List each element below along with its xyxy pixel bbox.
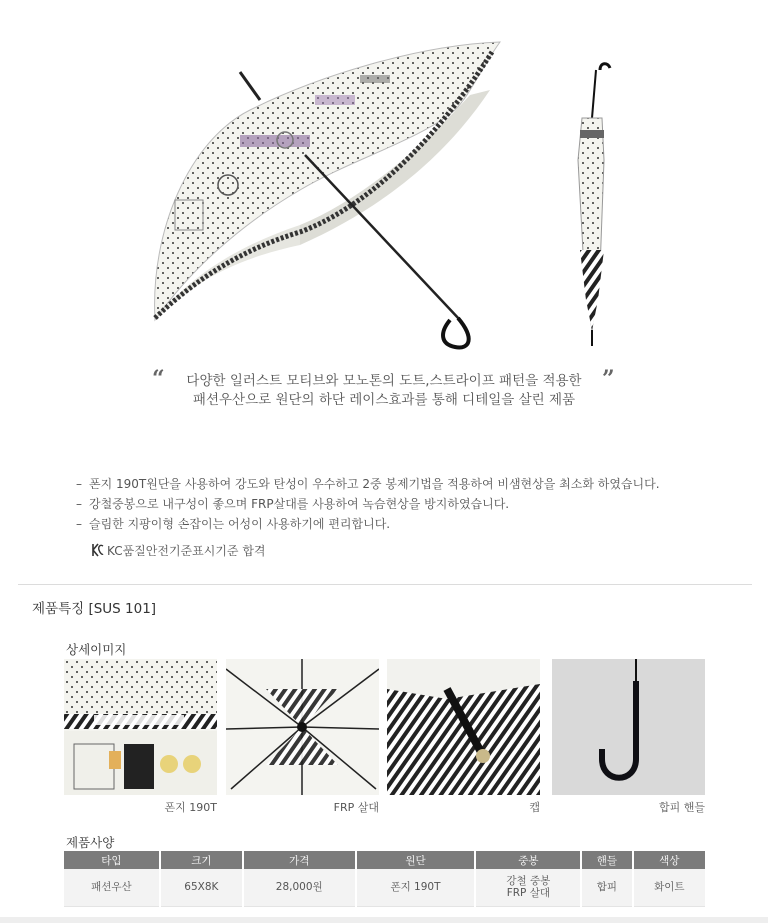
feature-item — [76, 474, 716, 494]
feature-item — [76, 494, 716, 514]
spec-cell: 패션우산 — [64, 869, 160, 906]
spec-cell: 강철 중봉 FRP 살대 — [475, 869, 581, 906]
intro-line-2: 패션우산으로 원단의 하단 레이스효과를 통해 디테일을 살린 제품 — [192, 392, 576, 408]
detail-image-gallery — [64, 659, 704, 815]
spec-cell: 폰지 190T — [356, 869, 476, 906]
feature-list — [76, 474, 716, 534]
spec-header-cell: 원단 — [356, 851, 476, 869]
feature-text: 강철중봉으로 내구성이 좋으며 FRP살대를 사용하여 녹슴현상을 방지하였습니다. — [89, 497, 510, 511]
spec-header-row — [64, 851, 705, 869]
spec-header-cell: 색상 — [633, 851, 705, 869]
spec-header-cell: 중봉 — [475, 851, 581, 869]
hero-product-images — [0, 0, 768, 360]
feature-text: 슬림한 지팡이형 손잡이는 어성이 사용하기에 편리합니다. — [89, 517, 391, 531]
umbrella-open-image — [0, 0, 768, 360]
spec-header-cell: 가격 — [243, 851, 356, 869]
kc-mark-icon — [92, 543, 104, 557]
footer-bar — [0, 917, 768, 923]
spec-cell: 28,000원 — [243, 869, 356, 906]
bullet-dash: – — [76, 477, 82, 491]
intro-line-1: 다양한 일러스트 모티브와 모노톤의 도트,스트라이프 패턴을 적용한 — [186, 373, 582, 389]
detail-caption: 폰지 190T — [164, 801, 217, 814]
bullet-dash: – — [76, 517, 82, 531]
intro-quote — [0, 366, 768, 410]
spec-header-cell: 타입 — [64, 851, 160, 869]
section-divider — [18, 584, 752, 585]
cap-image[interactable] — [387, 659, 540, 795]
section-title: 제품특징 [SUS 101] — [32, 601, 157, 617]
detail-caption: FRP 살대 — [333, 801, 379, 814]
frp-ribs-image[interactable] — [226, 659, 379, 795]
detail-caption: 합피 핸들 — [658, 801, 705, 814]
spec-cell: 65X8K — [160, 869, 243, 906]
open-quote-icon: “ — [152, 366, 165, 392]
spec-header-cell: 크기 — [160, 851, 243, 869]
spec-table — [64, 851, 705, 907]
close-quote-icon: ” — [602, 366, 615, 392]
certification — [92, 542, 266, 560]
feature-item — [76, 514, 716, 534]
spec-cell: 합피 — [581, 869, 632, 906]
certification-text: KC품질안전기준표시기준 합격 — [107, 544, 266, 558]
detail-images-title: 상세이미지 — [66, 642, 127, 657]
detail-caption: 캡 — [529, 801, 540, 814]
fabric-illustration-image[interactable] — [64, 659, 217, 795]
spec-cell: 화이트 — [633, 869, 705, 906]
bullet-dash: – — [76, 497, 82, 511]
spec-title: 제품사양 — [66, 835, 115, 850]
handle-image[interactable] — [552, 659, 705, 795]
umbrella-closed-image — [578, 64, 610, 346]
spec-header-cell: 핸들 — [581, 851, 632, 869]
spec-row — [64, 869, 705, 906]
feature-text: 폰지 190T원단을 사용하여 강도와 탄성이 우수하고 2중 봉제기법을 적용하여 비샘현상을 최소화 하였습니다. — [89, 477, 660, 491]
